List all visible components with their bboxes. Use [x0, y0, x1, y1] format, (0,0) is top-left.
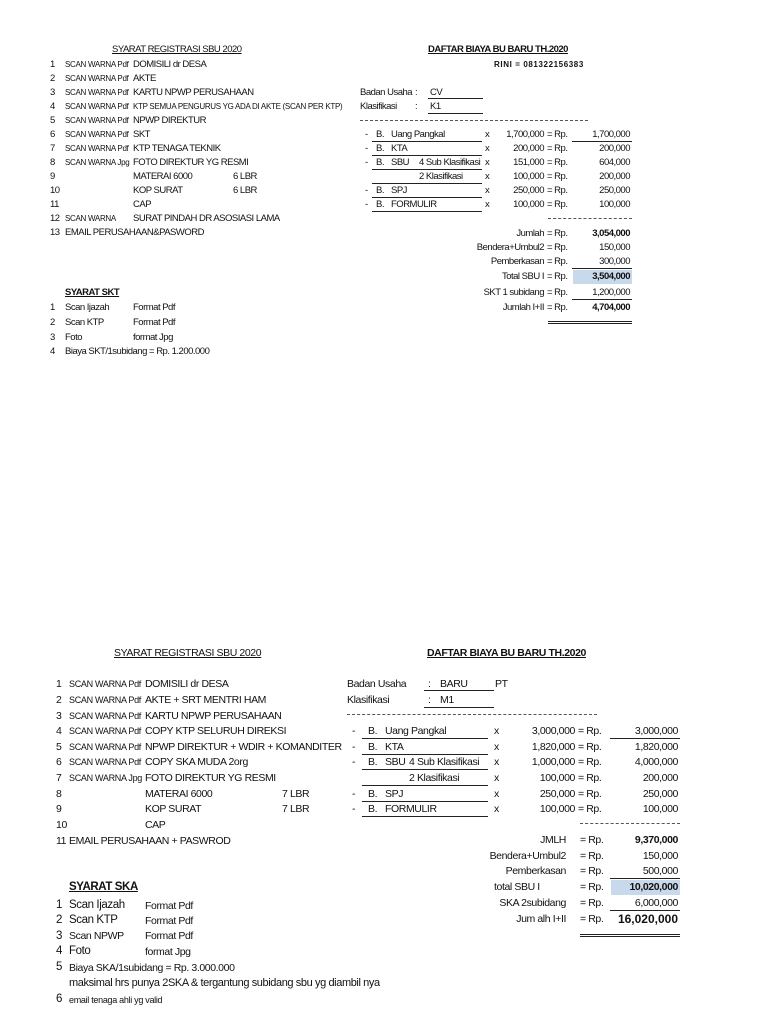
- skt-title: SYARAT SKT: [65, 287, 120, 298]
- registration-title: SYARAT REGISTRASI SBU 2020: [112, 44, 242, 55]
- contact-info: RINI = 081322156383: [494, 60, 584, 69]
- badan-usaha-value: CV: [430, 87, 443, 98]
- ska-note: maksimal hrs punya 2SKA & tergantung subidang sbu yg diambil nya: [69, 977, 380, 989]
- ska-title: SYARAT SKA: [69, 881, 138, 893]
- badan-usaha-value: BARU: [440, 678, 468, 690]
- cost-title: DAFTAR BIAYA BU BARU TH.2020: [427, 647, 586, 659]
- divider: [548, 218, 632, 219]
- cost-title: DAFTAR BIAYA BU BARU TH.2020: [428, 44, 568, 55]
- klasifikasi-label: Klasifikasi: [347, 694, 390, 706]
- registration-title: SYARAT REGISTRASI SBU 2020: [114, 647, 262, 659]
- divider: [347, 714, 597, 715]
- klasifikasi-value: M1: [440, 694, 454, 706]
- divider: [580, 823, 680, 824]
- divider: [360, 120, 588, 121]
- badan-usaha-label: Badan Usaha: [347, 678, 407, 690]
- klasifikasi-label: Klasifikasi: [360, 101, 397, 112]
- badan-usaha-extra: PT: [495, 678, 508, 690]
- badan-usaha-label: Badan Usaha: [360, 87, 413, 98]
- klasifikasi-value: K1: [430, 101, 441, 112]
